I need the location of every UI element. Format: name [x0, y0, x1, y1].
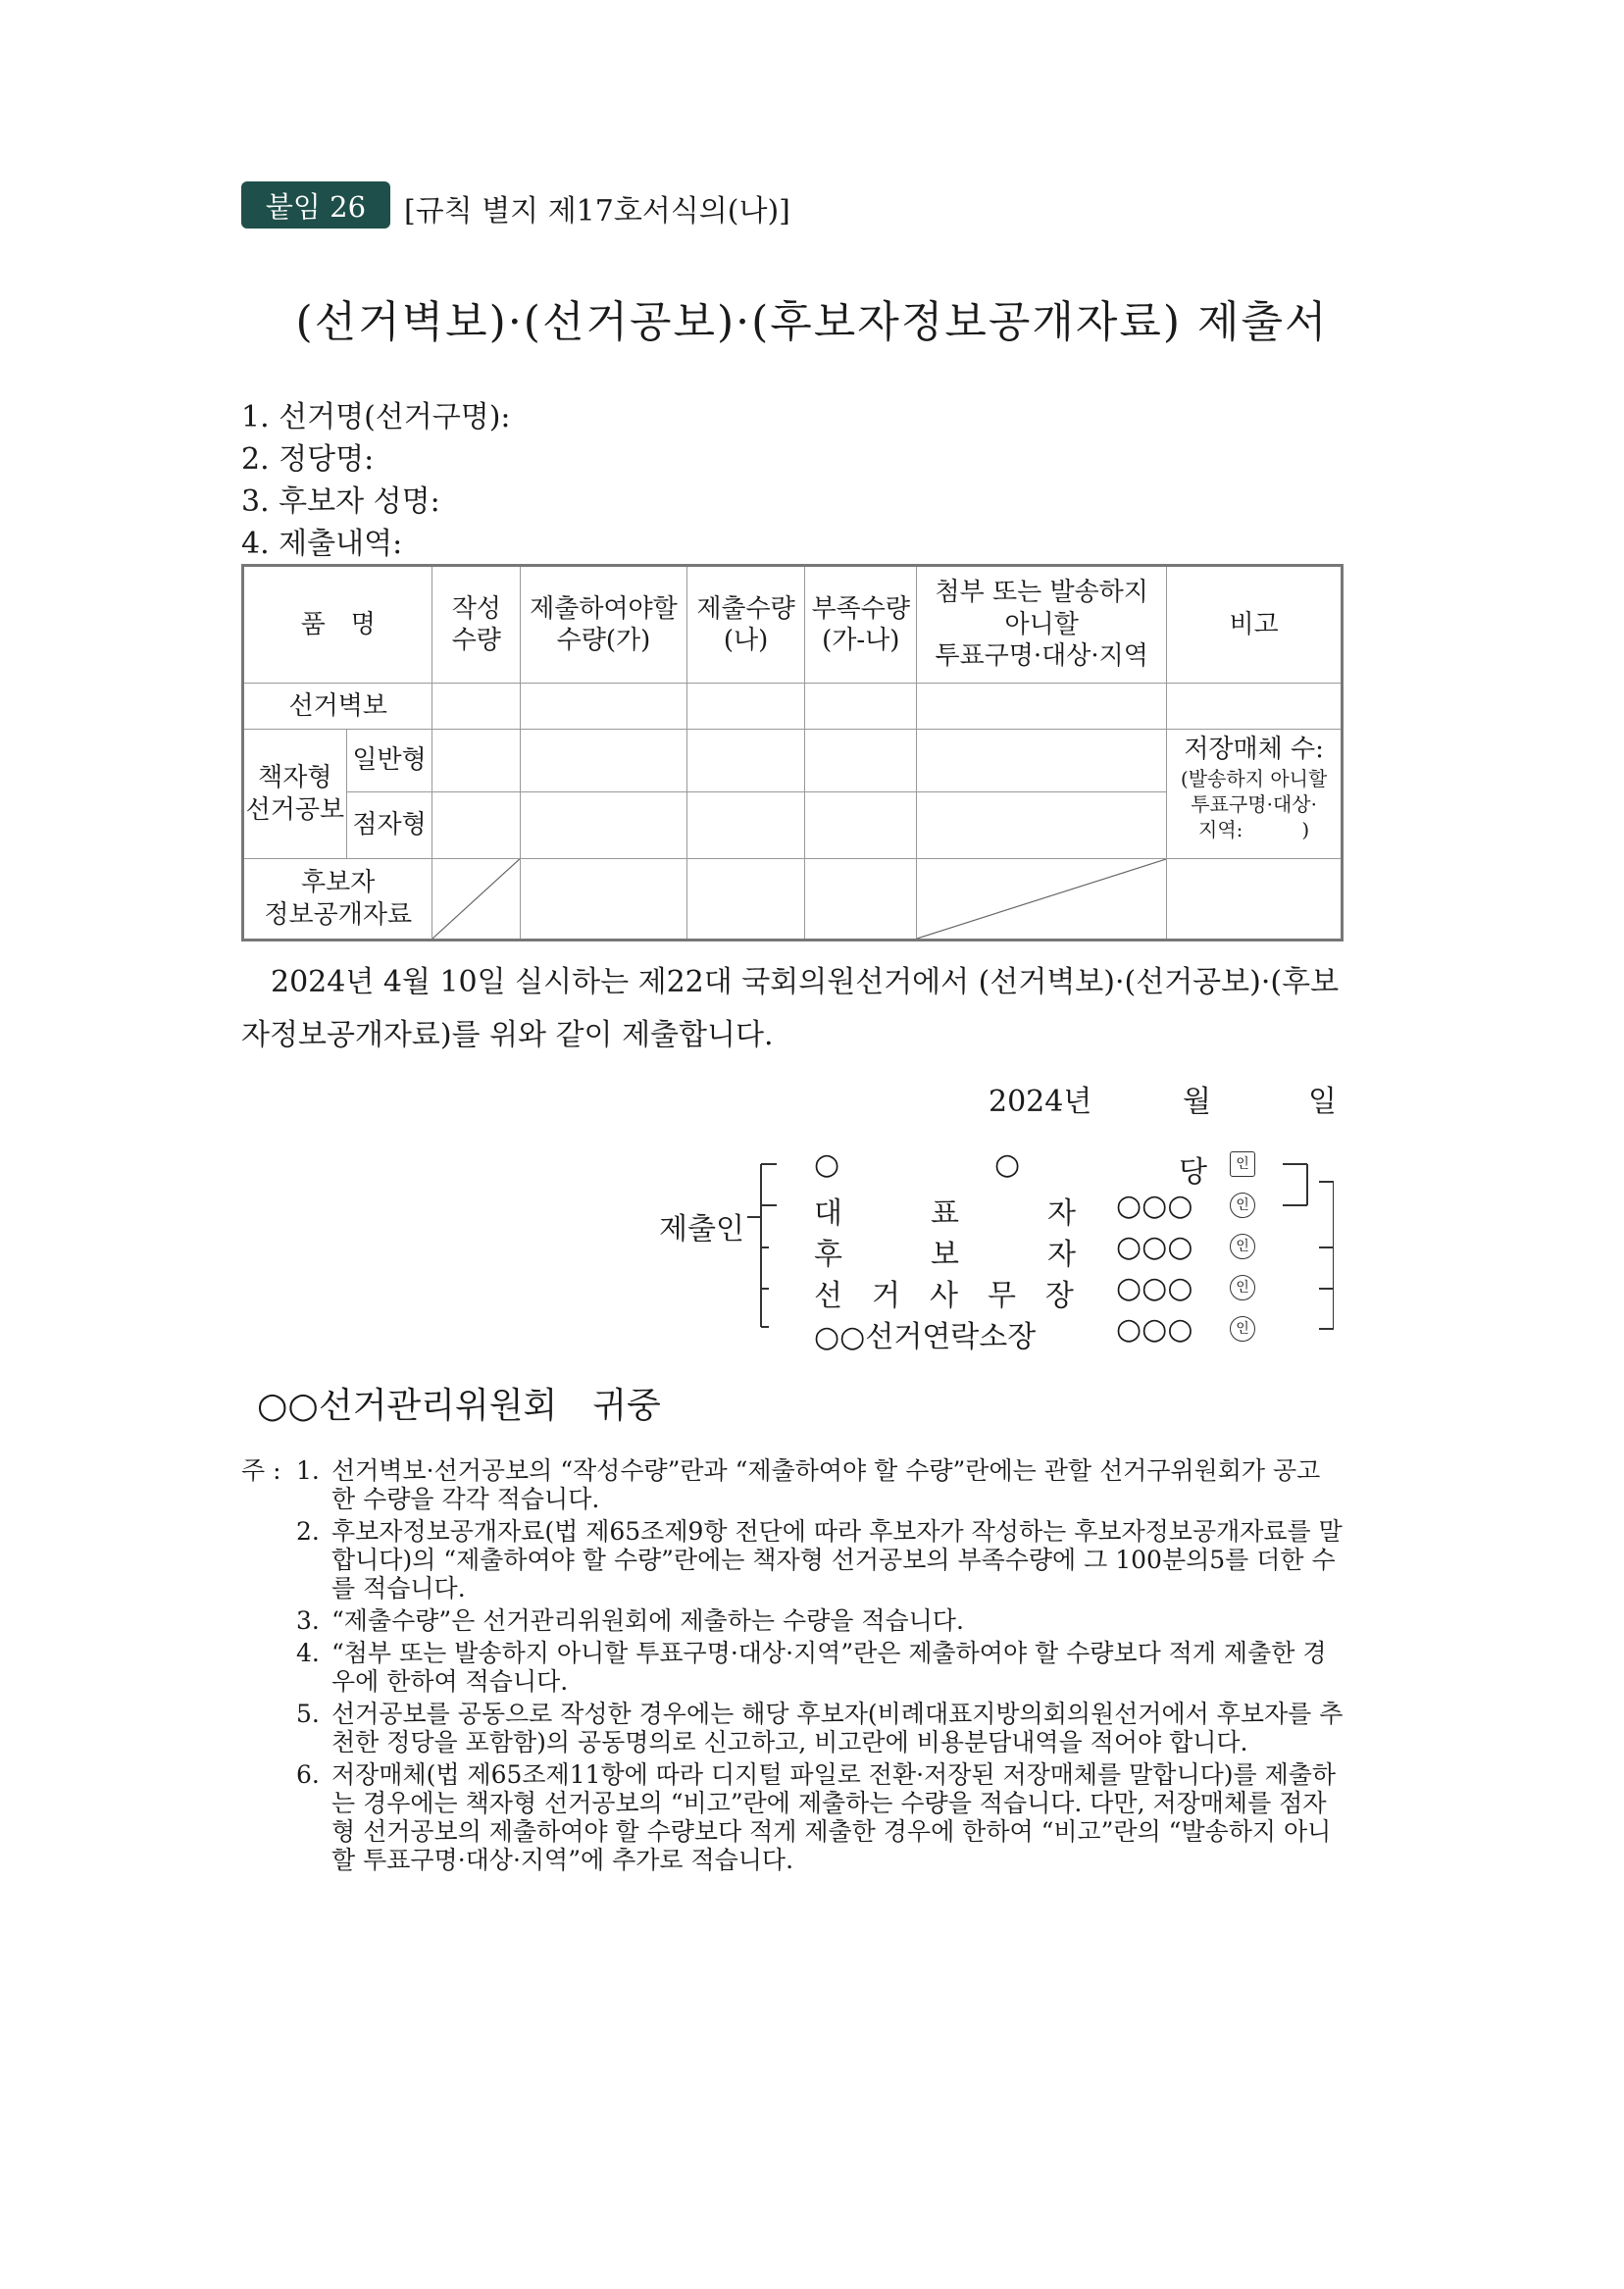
- manager-seal: [1230, 1275, 1255, 1300]
- note-item: [241, 1700, 1344, 1756]
- table-cell[interactable]: [686, 730, 805, 792]
- note-text: “제출수량”은 선거관리위원회에 제출하는 수량을 적습니다.: [331, 1606, 964, 1635]
- diagonal-cell: [432, 859, 521, 941]
- note-number: 1.: [296, 1456, 320, 1485]
- manager-role: 선 거 사 무 장: [814, 1279, 1074, 1313]
- seal-icon: 인: [1230, 1151, 1255, 1177]
- note-text: 선거공보를 공동으로 작성한 경우에는 해당 후보자(비례대표지방의회의원선거에서 후보자를 추천한 정당을 포함함)의 공동명의로 신고하고, 비고란에 비용분담내역을 적어야 합니다.: [331, 1700, 1344, 1756]
- table-cell[interactable]: [1167, 684, 1343, 730]
- note-item: [241, 1456, 1344, 1513]
- notes-prefix: 주 :: [241, 1456, 281, 1485]
- diagonal-line: [917, 859, 1166, 939]
- table-row: [243, 730, 1343, 792]
- table-cell[interactable]: [805, 859, 917, 941]
- note-text: 저장매체(법 제65조제11항에 따라 디지털 파일로 전환·저장된 저장매체를 말합니다)를 제출하는 경우에는 책자형 선거공보의 “비고”란에 제출하는 수량을 적습니다. 다만, 저장매체를 점자형 선거공보의 제출하여야 할 수량보다 적게 제출한 경우에 한하여 “비고”란의 “발송하지 아니할 투표구명·대상·지역”에 추가로 적습니다.: [331, 1760, 1337, 1874]
- note-item: [241, 1606, 1344, 1635]
- date-month: 월: [1183, 1085, 1211, 1119]
- note-number: 5.: [296, 1700, 320, 1728]
- table-cell[interactable]: [917, 684, 1167, 730]
- table-cell[interactable]: [1167, 859, 1343, 941]
- form-reference: [규칙 별지 제17호서식의(나)]: [404, 194, 790, 229]
- row-booklet-label: 책자형 선거공보: [243, 730, 347, 859]
- note-text: 후보자정보공개자료(법 제65조제9항 전단에 따라 후보자가 작성하는 후보자정보공개자료를 말합니다)의 “제출하여야 할 수량”란에는 책자형 선거공보의 부족수량에 그 100분의5를 더한 수를 적습니다.: [331, 1517, 1343, 1602]
- date-year: 2024년: [989, 1085, 1092, 1119]
- table-cell[interactable]: [432, 792, 521, 859]
- rep-role: 대 표 자: [814, 1196, 1076, 1231]
- table-header-row: [243, 566, 1343, 684]
- note-text: 선거벽보·선거공보의 “작성수량”란과 “제출하여야 할 수량”란에는 관할 선거구위원회가 공고한 수량을 각각 적습니다.: [331, 1456, 1321, 1513]
- seal-icon: 인: [1230, 1316, 1255, 1342]
- date-day: 일: [1308, 1085, 1337, 1119]
- field-party-name: 2. 정당명:: [241, 442, 375, 477]
- table-cell[interactable]: [686, 859, 805, 941]
- header-made: 작성 수량: [432, 566, 521, 684]
- note-text: “첨부 또는 발송하지 아니할 투표구명·대상·지역”란은 제출하여야 할 수량보다 적게 제출한 경우에 한하여 적습니다.: [331, 1639, 1327, 1696]
- table-row: [243, 859, 1343, 941]
- candidate-name: ○○○: [1116, 1230, 1193, 1264]
- storage-detail: (발송하지 아니할 투표구명·대상· 지역: ): [1180, 766, 1328, 841]
- field-election-name: 1. 선거명(선거구명):: [241, 400, 511, 434]
- party-mark-a: ○: [814, 1147, 840, 1182]
- table-cell[interactable]: [432, 730, 521, 792]
- note-item: [241, 1639, 1344, 1696]
- storage-title: 저장매체 수:: [1184, 735, 1324, 764]
- liaison-role: ○○선거연락소장: [814, 1320, 1037, 1354]
- table-cell[interactable]: [521, 684, 687, 730]
- candidate-seal: [1230, 1234, 1255, 1259]
- note-number: 3.: [296, 1606, 320, 1635]
- notes-section: [241, 1456, 1344, 1878]
- table-cell[interactable]: [432, 684, 521, 730]
- diagonal-line: [432, 859, 520, 939]
- row-poster-label: 선거벽보: [243, 684, 432, 730]
- header-item: 품 명: [243, 566, 432, 684]
- header-attach: 첨부 또는 발송하지 아니할 투표구명·대상·지역: [917, 566, 1167, 684]
- field-submission-details: 4. 제출내역:: [241, 527, 403, 561]
- manager-name: ○○○: [1116, 1271, 1193, 1305]
- header-short: 부족수량 (가-나): [805, 566, 917, 684]
- seal-icon: 인: [1230, 1275, 1255, 1300]
- liaison-name: ○○○: [1116, 1312, 1193, 1347]
- storage-note-cell[interactable]: [1167, 730, 1343, 859]
- table-cell[interactable]: [521, 792, 687, 859]
- submitter-label: 제출인: [659, 1212, 744, 1246]
- table-cell[interactable]: [805, 730, 917, 792]
- header-submitted: 제출수량 (나): [686, 566, 805, 684]
- note-number: 4.: [296, 1639, 320, 1667]
- table-cell[interactable]: [917, 730, 1167, 792]
- field-candidate-name: 3. 후보자 성명:: [241, 484, 440, 519]
- row-general-label: 일반형: [346, 730, 432, 792]
- liaison-seal: [1230, 1316, 1255, 1342]
- declaration-text: 2024년 4월 10일 실시하는 제22대 국회의원선거에서 (선거벽보)·(선거공보)·(후보자정보공개자료)를 위와 같이 제출합니다.: [241, 965, 1340, 1052]
- party-seal: [1230, 1151, 1255, 1177]
- seal-icon: 인: [1230, 1234, 1255, 1259]
- row-braille-label: 점자형: [346, 792, 432, 859]
- seal-icon: 인: [1230, 1193, 1255, 1218]
- row-candidate-label: 후보자 정보공개자료: [243, 859, 432, 941]
- table-cell[interactable]: [686, 792, 805, 859]
- page-title: (선거벽보)·(선거공보)·(후보자정보공개자료) 제출서: [295, 297, 1329, 347]
- addressee: ○○선거관리위원회 귀중: [257, 1386, 661, 1426]
- note-item: [241, 1517, 1344, 1602]
- table-cell[interactable]: [917, 792, 1167, 859]
- note-number: 6.: [296, 1760, 320, 1789]
- rep-name: ○○○: [1116, 1189, 1193, 1223]
- header-required: 제출하여야할 수량(가): [521, 566, 687, 684]
- table-cell[interactable]: [805, 684, 917, 730]
- attachment-badge: 붙임 26: [241, 181, 390, 229]
- party-mark-b: ○: [994, 1147, 1021, 1182]
- table-cell[interactable]: [805, 792, 917, 859]
- note-item: [241, 1760, 1344, 1874]
- rep-seal: [1230, 1193, 1255, 1218]
- candidate-role: 후 보 자: [814, 1238, 1076, 1272]
- note-number: 2.: [296, 1517, 320, 1546]
- submission-table: [241, 564, 1344, 941]
- header-note: 비고: [1167, 566, 1343, 684]
- table-cell[interactable]: [686, 684, 805, 730]
- table-cell[interactable]: [521, 859, 687, 941]
- table-row: [243, 684, 1343, 730]
- table-cell[interactable]: [521, 730, 687, 792]
- party-suffix: 당: [1179, 1155, 1207, 1190]
- diagonal-cell: [917, 859, 1167, 941]
